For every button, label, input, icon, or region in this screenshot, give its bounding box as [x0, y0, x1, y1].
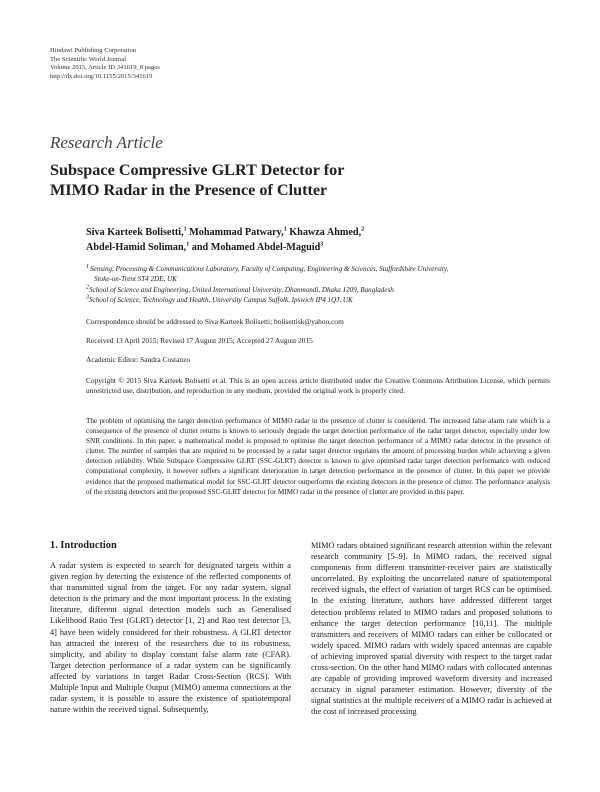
- publisher-name: Hindawi Publishing Corporation: [50, 47, 137, 54]
- affiliation-3: [86, 295, 448, 305]
- author-list: [86, 226, 364, 255]
- affiliations: [86, 264, 448, 305]
- affiliation-sup: 3: [86, 294, 89, 301]
- title-line-1: Subspace Compressive GLRT Detector for: [50, 161, 345, 179]
- author-name: and Mohamed Abdel-Maguid: [189, 241, 321, 253]
- author-affil-sup: 1: [186, 241, 190, 248]
- affiliation-text-cont: Stoke-on-Trent ST4 2DE, UK: [94, 275, 177, 284]
- author-affil-sup: 3: [320, 241, 324, 248]
- article-title: [50, 160, 344, 200]
- abstract: The problem of optimising the target detection performance of MIMO radar in the presence of clutter is considered. The increased false alarm rate which is a consequence of the presence of clutter returns is known to seriously degrade the target detection performance of the radar target detector, especially under low SNR conditions. In this paper, a mathematical model is proposed to optimise the target detection performance of a MIMO radar detector in the presence of clutter. The number of samples that are required to be processed by a radar target detector regulates the amount of processing burden while achieving a given detection reliability. While Subspace Compressive GLRT (SSC-GLRT) detector is known to give optimised radar target detection performance with reduced computational complexity, it however suffers a significant deterioration in target detection performance in the presence of clutter. In this paper we provide evidence that the proposed mathematical model for SSC-GLRT detector outperforms the existing detectors in the presence of clutter. The performance analysis of the existing detectors and the proposed SSC-GLRT detector for MIMO radar in the presence of clutter are provided in this paper.: [86, 417, 550, 496]
- copyright-notice: Copyright © 2015 Siva Karteek Bolisetti et al. This is an open access article distributed under the Creative Commons Attribution License, which permits unrestricted use, distribution, and reproduction in any medium, provided the original work is properly cited.: [86, 376, 550, 396]
- author-name: Mohammad Patwary,: [186, 227, 284, 238]
- authors-line-2: [86, 241, 364, 256]
- article-dates: Received 13 April 2015; Revised 17 August 2015; Accepted 27 August 2015: [86, 336, 313, 345]
- affiliation-text: School of Science and Engineering, United International University, Dhanmondi, Dhaka 1209, Bangladesh: [89, 285, 394, 294]
- authors-line-1: [86, 226, 364, 241]
- doi-link[interactable]: http://dx.doi.org/10.1155/2015/341619: [50, 72, 153, 80]
- author-affil-sup: 2: [361, 226, 365, 233]
- author-affil-sup: 1: [283, 226, 287, 233]
- journal-name: The Scientific World Journal: [50, 55, 127, 63]
- volume-info: Volume 2015, Article ID 341619, 8 pages: [50, 64, 160, 72]
- article-type: Research Article: [50, 133, 163, 152]
- title-line-2: MIMO Radar in the Presence of Clutter: [50, 181, 328, 199]
- body-column-left: A radar system is expected to search for designated targets within a given region by detecting the existence of the reflected components of that transmitted signal from the target. For any radar system, signal detection is the primary and the most important process. In the existing literature, different signal detection models such as Generalised Likelihood Ratio Test (GLRT) detector [1, 2] and Rao test detector [3, 4] have been widely considered for their robustness. A GLRT detector has attracted the interest of the researchers due to its robustness, simplicity, and ability to display constant false alarm rate (CFAR). Target detection performance of a radar system can be significantly affected by variations in target Radar Cross-Section (RCS). With Multiple Input and Multiple Output (MIMO) antenna connections at the radar system, it is possible to assure the existence of spatiotemporal nature within the received signal. Subsequently,: [50, 561, 291, 715]
- affiliation-text: Sensing, Processing & Communications Laboratory, Faculty of Computing, Engineering & Sciences, Staffordshire University,: [90, 265, 449, 273]
- journal-header: [50, 47, 160, 81]
- academic-editor: Academic Editor: Sandra Costanzo: [86, 355, 191, 364]
- author-name: Siva Karteek Bolisetti,: [86, 227, 184, 238]
- author-name: Khawza Ahmed,: [286, 227, 362, 238]
- body-column-right: MIMO radars obtained significant research attention within the relevant research community [5–9]. In MIMO radars, the received signal components from different transmitter-receiver pairs are statistically uncorrelated. By exploiting the uncorrelated nature of spatiotemporal received signals, the effect of variation of target RCS can be optimised. In the existing literature, authors have addressed different target detection problems related to MIMO radars and proposed solutions to enhance the target detection performance [10,11]. The multiple transmitters and receivers of MIMO radars can either be collocated or widely spaced. MIMO radars with widely spaced antennas are capable of achieving improved spatial diversity with respect to the target radar cross-section. On the other hand MIMO radars with collocated antennas are capable of providing improved waveform diversity and increased accuracy in signal parameter estimation. However, diversity of the signal statistics at the multiple receivers of a MIMO radar is achieved at the cost of increased processing: [311, 541, 552, 717]
- author-name: Abdel-Hamid Soliman,: [86, 241, 187, 253]
- author-affil-sup: 1: [183, 226, 187, 233]
- affiliation-1: 1 Sensing, Processing & Communications Laboratory, Faculty of Computing, Engineering & Sciences, Staffordshire University, Stoke-on-Trent ST4 2DE, UK: [86, 264, 449, 284]
- correspondence: Correspondence should be addressed to Siva Karteek Bolisetti; bolisettisk@yahoo.com: [86, 317, 344, 326]
- section-heading: 1. Introduction: [50, 540, 117, 551]
- affiliation-2: [86, 285, 448, 295]
- affiliation-sup: 2: [86, 284, 89, 291]
- affiliation-text: School of Science, Technology and Health, University Campus Suffolk, Ipswich IP4 1QJ, UK: [89, 295, 353, 304]
